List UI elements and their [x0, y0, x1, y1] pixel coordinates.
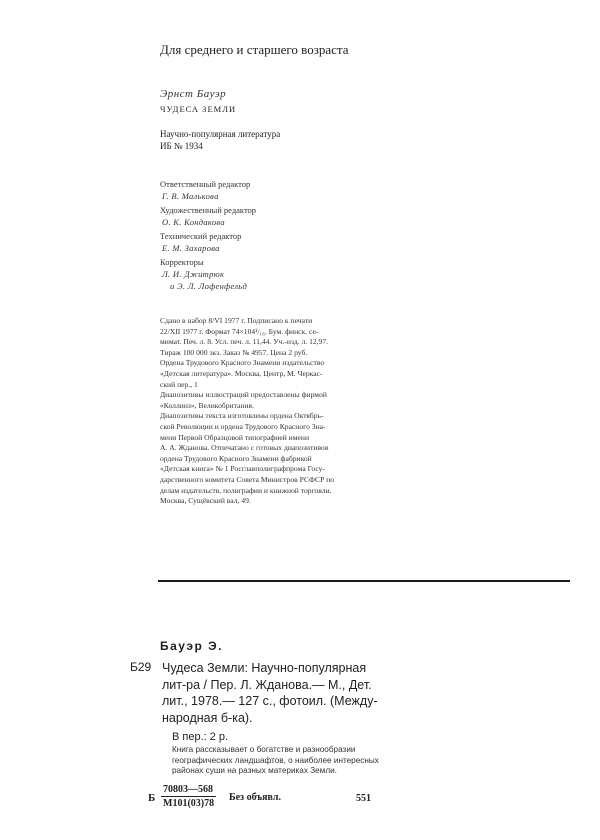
catalog-description [162, 660, 378, 726]
book-title: ЧУДЕСА ЗЕМЛИ [160, 104, 237, 114]
credit-role: Технический редактор [160, 231, 242, 241]
catalog-line: народная б-ка). [162, 710, 253, 725]
bbk-letter: Б [148, 792, 156, 804]
imprint-line: Диапозитивы текста изготовлены ордена Октябрь- [160, 411, 324, 421]
annotation-line: Книга рассказывает о богатстве и разнообразии [172, 745, 356, 754]
annotation-line: географических ландшафтов, о наиболее интересных [172, 755, 379, 765]
imprint-line: Москва, Сущёвский вал, 49. [160, 496, 251, 506]
imprint-line: ордена Трудового Красного Знамени фабрикой [160, 453, 312, 463]
imprint-line: «Детская литература». Москва, Центр, М. Черкас- [160, 368, 323, 378]
ib-number: ИБ № 1934 [160, 141, 203, 151]
separator-rule [158, 580, 570, 582]
credit-role: Художественный редактор [160, 205, 257, 215]
imprint-block [160, 316, 360, 507]
imprint-line: 22/XII 1977 г. Формат 74×104¹/₁₆. Бум. финск. се- [160, 326, 319, 336]
age-note: Для среднего и старшего возраста [160, 42, 349, 57]
catalog-price: В пер.: 2 р. [172, 731, 229, 743]
imprint-line: «Детская книга» № 1 Росглавполиграфпрома Госу- [160, 464, 325, 474]
catalog-number: 551 [356, 793, 371, 804]
credit-name: и Э. Л. Лофенфельд [170, 281, 248, 291]
genre-label: Научно-популярная литература [160, 129, 281, 139]
imprint-line: ский пер., 1 [160, 379, 198, 389]
catalog-annotation [172, 745, 379, 777]
catalog-line: Чудеса Земли: Научно-популярная [162, 661, 367, 675]
annotation-line: районах суши на разных материках Земли. [172, 766, 337, 775]
catalog-line: лит., 1978.— 127 с., фотоил. (Между- [162, 694, 378, 708]
imprint-line: ской Революции и ордена Трудового Красного Зна- [160, 421, 326, 431]
imprint-line: Ордена Трудового Красного Знамени издательство [160, 358, 325, 368]
credit-name: Е. М. Захарова [162, 243, 220, 253]
credit-name: Л. И. Джитрюк [162, 269, 225, 279]
catalog-code: Б29 [130, 660, 152, 674]
fraction-numerator: 70803—568 [161, 784, 216, 797]
imprint-line: Тираж 100 000 экз. Заказ № 4957. Цена 2 руб. [160, 347, 308, 357]
fraction-denominator: М101(03)78 [163, 798, 215, 809]
imprint-line: А. А. Жданова. Отпечатано с готовых диапозитивов [160, 443, 329, 453]
author-name: Эрнст Бауэр [160, 88, 227, 100]
catalog-line: лит-ра / Пер. Л. Жданова.— М., Дет. [162, 677, 372, 692]
no-subscription-note: Без объявл. [229, 792, 281, 803]
imprint-line: мени Первой Образцовой типографией имени [160, 432, 310, 442]
imprint-line: Диапозитивы иллюстраций предоставлены фирмой [160, 390, 327, 400]
imprint-line: делам издательств, полиграфии и книжной торговли. [160, 485, 332, 495]
imprint-line: дарственного комитета Совета Министров РСФСР по [160, 474, 335, 484]
catalog-author: Бауэр Э. [160, 639, 223, 653]
credit-role: Ответственный редактор [160, 179, 251, 189]
imprint-line: Сдано в набор 8/VI 1977 г. Подписано к печати [160, 316, 313, 325]
credit-role: Корректоры [160, 257, 204, 267]
credit-name: О. К. Кондакова [162, 217, 225, 227]
credits-block [160, 178, 256, 292]
imprint-line: «Коллинз», Великобритания. [160, 400, 254, 410]
imprint-line: мимат. Печ. л. 8. Усл. печ. л. 11,44. Уч.-изд. л. 12,97. [160, 337, 329, 347]
credit-name: Г. В. Малькова [162, 191, 219, 201]
catalog-fraction [161, 784, 216, 809]
